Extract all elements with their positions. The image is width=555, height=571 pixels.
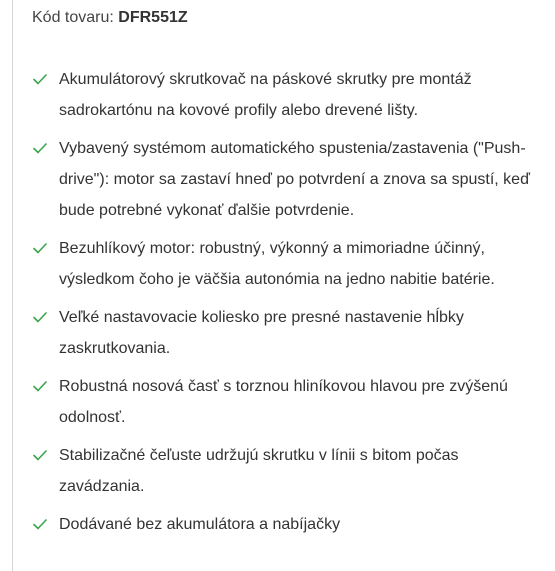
- feature-text: Bezuhlíkový motor: robustný, výkonný a mimoriadne účinný, výsledkom čoho je väčšia autonómia na jedno nabitie batérie.: [59, 240, 495, 288]
- product-code-label: Kód tovaru:: [32, 9, 114, 26]
- check-icon: [32, 140, 48, 156]
- check-icon: [32, 516, 48, 532]
- feature-text: Stabilizačné čeľuste udržujú skrutku v línii s bitom počas zavádzania.: [59, 447, 459, 495]
- feature-text: Akumulátorový skrutkovač na páskové skrutky pre montáž sadrokartónu na kovové profily alebo drevené lišty.: [59, 71, 472, 119]
- feature-item: [32, 64, 537, 126]
- feature-item: [32, 133, 537, 226]
- product-code: [32, 7, 188, 29]
- feature-text: Dodávané bez akumulátora a nabíjačky: [59, 516, 341, 533]
- feature-item: [32, 440, 537, 502]
- feature-item: [32, 302, 537, 364]
- feature-text: Vybavený systémom automatického spustenia/zastavenia ("Push-drive"): motor sa zastaví hneď po potvrdení a znova sa spustí, keď bude potrebné vykonať ďalšie potvrdenie.: [59, 140, 530, 219]
- feature-item: [32, 509, 537, 540]
- feature-list: [32, 64, 537, 547]
- left-divider: [12, 0, 13, 571]
- feature-item: [32, 233, 537, 295]
- check-icon: [32, 71, 48, 87]
- check-icon: [32, 309, 48, 325]
- feature-text: Robustná nosová časť s torznou hliníkovou hlavou pre zvýšenú odolnosť.: [59, 378, 508, 426]
- feature-text: Veľké nastavovacie koliesko pre presné nastavenie hĺbky zaskrutkovania.: [59, 309, 464, 357]
- product-code-value: DFR551Z: [118, 9, 188, 26]
- check-icon: [32, 240, 48, 256]
- check-icon: [32, 378, 48, 394]
- feature-item: [32, 371, 537, 433]
- check-icon: [32, 447, 48, 463]
